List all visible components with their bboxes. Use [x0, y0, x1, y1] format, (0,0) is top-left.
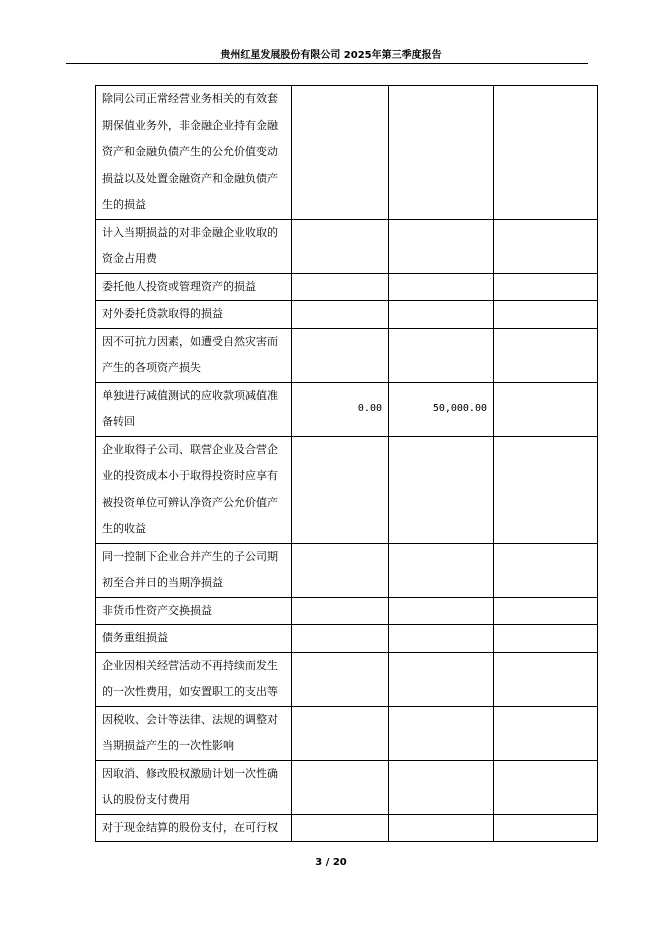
cell-note	[494, 436, 598, 543]
row-label: 因税收、会计等法律、法规的调整对当期损益产生的一次性影响	[96, 706, 292, 760]
row-label: 对外委托贷款取得的损益	[96, 301, 292, 329]
table-row	[96, 706, 598, 760]
table-row	[96, 436, 598, 543]
row-label: 非货币性资产交换损益	[96, 597, 292, 625]
row-label: 对于现金结算的股份支付，在可行权	[96, 814, 292, 842]
cell-year-to-date	[389, 219, 494, 273]
cell-note	[494, 328, 598, 382]
cell-current-period	[292, 543, 389, 597]
row-label: 企业因相关经营活动不再持续而发生的一次性费用，如安置职工的支出等	[96, 652, 292, 706]
table-row	[96, 543, 598, 597]
cell-year-to-date	[389, 625, 494, 653]
cell-current-period	[292, 301, 389, 329]
row-label: 单独进行减值测试的应收款项减值准备转回	[96, 382, 292, 436]
cell-current-period	[292, 625, 389, 653]
row-label: 因取消、修改股权激励计划一次性确认的股份支付费用	[96, 760, 292, 814]
cell-note	[494, 219, 598, 273]
cell-note	[494, 760, 598, 814]
cell-note	[494, 86, 598, 220]
cell-year-to-date	[389, 86, 494, 220]
cell-year-to-date	[389, 814, 494, 842]
table-row	[96, 760, 598, 814]
table-row	[96, 328, 598, 382]
cell-current-period: 0.00	[292, 382, 389, 436]
cell-current-period	[292, 273, 389, 301]
row-label: 委托他人投资或管理资产的损益	[96, 273, 292, 301]
table-row	[96, 625, 598, 653]
cell-current-period	[292, 597, 389, 625]
row-label: 债务重组损益	[96, 625, 292, 653]
table-row	[96, 597, 598, 625]
cell-year-to-date	[389, 273, 494, 301]
cell-current-period	[292, 760, 389, 814]
non-recurring-items-table	[95, 85, 598, 842]
cell-current-period	[292, 328, 389, 382]
cell-year-to-date	[389, 597, 494, 625]
page-number: 3 / 20	[315, 857, 347, 868]
page-header-title: 贵州红星发展股份有限公司 2025年第三季度报告	[220, 50, 442, 61]
cell-current-period	[292, 652, 389, 706]
table-row	[96, 219, 598, 273]
header-rule	[66, 63, 588, 64]
table-body	[96, 86, 598, 842]
cell-note	[494, 597, 598, 625]
cell-note	[494, 814, 598, 842]
table-row	[96, 652, 598, 706]
cell-year-to-date	[389, 301, 494, 329]
cell-year-to-date	[389, 706, 494, 760]
table-row	[96, 301, 598, 329]
cell-note	[494, 382, 598, 436]
cell-current-period	[292, 86, 389, 220]
row-label: 企业取得子公司、联营企业及合营企业的投资成本小于取得投资时应享有被投资单位可辨认净资产公允价值产生的收益	[96, 436, 292, 543]
cell-year-to-date	[389, 652, 494, 706]
cell-year-to-date	[389, 328, 494, 382]
table-row	[96, 273, 598, 301]
cell-note	[494, 543, 598, 597]
cell-year-to-date: 50,000.00	[389, 382, 494, 436]
row-label: 计入当期损益的对非金融企业收取的资金占用费	[96, 219, 292, 273]
cell-year-to-date	[389, 436, 494, 543]
cell-current-period	[292, 436, 389, 543]
cell-note	[494, 625, 598, 653]
row-label: 除同公司正常经营业务相关的有效套期保值业务外，非金融企业持有金融资产和金融负债产生的公允价值变动损益以及处置金融资产和金融负债产生的损益	[96, 86, 292, 220]
cell-current-period	[292, 706, 389, 760]
cell-note	[494, 652, 598, 706]
cell-current-period	[292, 814, 389, 842]
cell-year-to-date	[389, 760, 494, 814]
table-row	[96, 382, 598, 436]
cell-note	[494, 273, 598, 301]
cell-current-period	[292, 219, 389, 273]
row-label: 因不可抗力因素，如遭受自然灾害而产生的各项资产损失	[96, 328, 292, 382]
table-row	[96, 86, 598, 220]
cell-note	[494, 301, 598, 329]
cell-note	[494, 706, 598, 760]
table-row	[96, 814, 598, 842]
cell-year-to-date	[389, 543, 494, 597]
row-label: 同一控制下企业合并产生的子公司期初至合并日的当期净损益	[96, 543, 292, 597]
